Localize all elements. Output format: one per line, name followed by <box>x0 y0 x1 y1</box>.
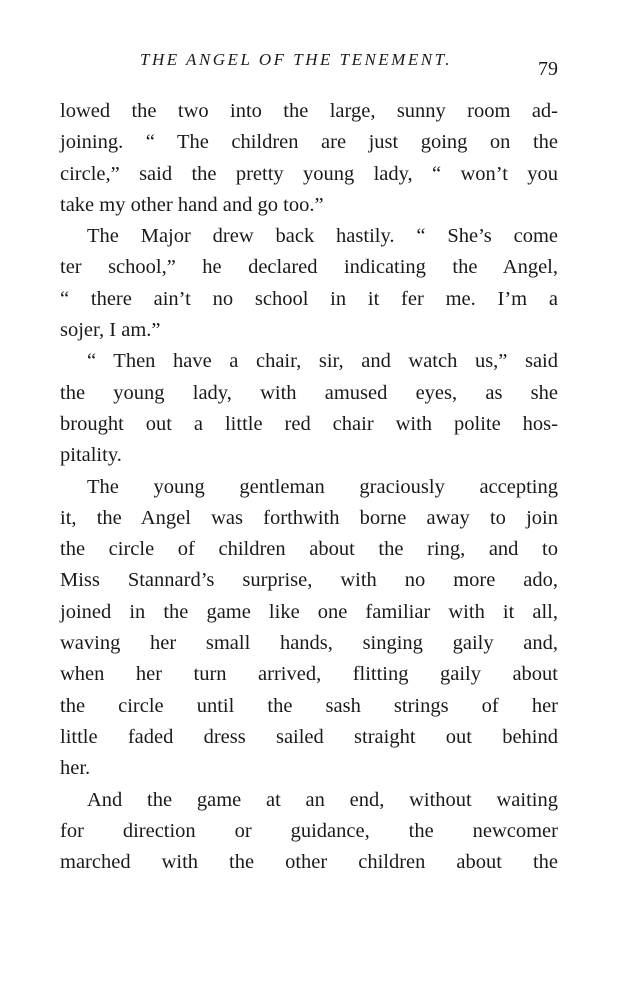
page-number: 79 <box>538 58 558 80</box>
text-line: Miss Stannard’s surprise, with no more ado, <box>60 569 558 592</box>
text-line: take my other hand and go too.” <box>60 193 324 216</box>
text-line: marched with the other children about the <box>60 851 558 874</box>
running-head <box>60 50 560 80</box>
text-line: waving her small hands, singing gaily and, <box>60 632 558 655</box>
text-line: the young lady, with amused eyes, as she <box>60 381 558 404</box>
text-line: it, the Angel was forthwith borne away to join <box>60 506 558 529</box>
text-line: ter school,” he declared indicating the Angel, <box>60 256 558 279</box>
text-line: circle,” said the pretty young lady, “ won’t you <box>60 162 558 185</box>
running-title: THE ANGEL OF THE TENEMENT. <box>140 50 453 69</box>
text-line: joining. “ The children are just going on the <box>60 131 558 154</box>
text-line: little faded dress sailed straight out behind <box>60 725 558 748</box>
body-text <box>60 96 558 878</box>
text-line: joined in the game like one familiar with it all, <box>60 600 558 623</box>
text-line: “ Then have a chair, sir, and watch us,” said <box>87 350 558 373</box>
text-line: her. <box>60 757 91 780</box>
text-line: “ there ain’t no school in it fer me. I’m a <box>60 287 558 310</box>
text-line: for direction or guidance, the newcomer <box>60 819 558 842</box>
text-line: the circle until the sash strings of her <box>60 694 558 717</box>
text-line: brought out a little red chair with polite hos- <box>60 412 558 435</box>
text-line: sojer, I am.” <box>60 319 161 342</box>
text-line: pitality. <box>60 444 122 467</box>
text-line: lowed the two into the large, sunny room ad- <box>60 100 558 122</box>
text-line: And the game at an end, without waiting <box>87 788 558 811</box>
text-line: The young gentleman graciously accepting <box>87 475 558 498</box>
text-line: the circle of children about the ring, and to <box>60 538 558 561</box>
text-line: The Major drew back hastily. “ She’s come <box>87 225 558 248</box>
text-line: when her turn arrived, flitting gaily about <box>60 663 558 686</box>
